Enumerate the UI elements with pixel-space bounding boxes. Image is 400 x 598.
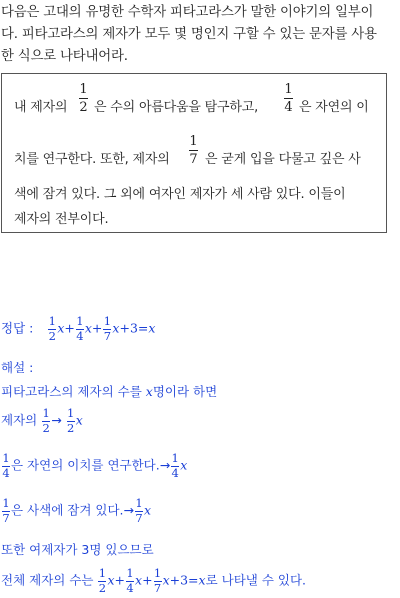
seventh-var: x [143, 502, 152, 518]
box-line4: 제자의 전부이다. [14, 212, 109, 227]
answer-var-2: x [84, 320, 92, 336]
half-frac: $\frac{1}{2}$ [42, 406, 50, 435]
answer-var-4: x [148, 320, 156, 336]
arrow-1: → [51, 412, 62, 428]
intro-line-3: 한 식으로 나타내어라. [1, 49, 128, 64]
seventh-text: 은 사색에 잠겨 있다. [11, 502, 124, 518]
count-text: 피타고라스의 제자의 수를 [1, 384, 142, 399]
seventh-frac-result: $\frac{1}{7}$ [135, 496, 143, 525]
explanation-total-line [1, 568, 306, 594]
answer-frac-quarter: $\frac{1}{4}$ [76, 314, 84, 343]
quarter-frac: $\frac{1}{4}$ [2, 451, 10, 480]
arrow-2: → [159, 457, 171, 473]
quote-box [1, 73, 387, 233]
answer-tail: +3= [119, 320, 149, 336]
total-plus-2: + [142, 572, 153, 588]
box-frac-half: 1 2 [79, 82, 88, 115]
arrow-3: → [123, 502, 134, 518]
explanation-women-line: 또한 여제자가 3명 있으므로 [1, 542, 154, 557]
box-line2-a: 치를 연구한다. 또한, 제자의 [14, 152, 170, 167]
answer-var-1: x [57, 320, 65, 336]
total-tail: 로 나타낼 수 있다. [205, 572, 307, 588]
total-label: 전체 제자의 수는 [1, 572, 94, 588]
intro-line-2: 다. 피타고라스의 제자가 모두 몇 명인지 구할 수 있는 문자를 사용 [1, 27, 377, 42]
total-var-1: x [107, 572, 115, 588]
total-plus-1: + [114, 572, 126, 588]
box-line1-c: 은 자연의 이 [299, 100, 369, 115]
answer-label: 정답 : [1, 320, 34, 336]
box-frac-quarter: 1 4 [284, 82, 293, 115]
total-frac-seventh: $\frac{1}{7}$ [153, 566, 162, 595]
total-var-2: x [135, 572, 143, 588]
answer-frac-seventh: $\frac{1}{7}$ [103, 314, 112, 343]
quarter-text: 은 자연의 이치를 연구한다. [11, 457, 160, 473]
problem-intro [1, 2, 397, 68]
count-tail: 명이라 하면 [152, 384, 218, 399]
intro-line-1: 다음은 고대의 유명한 수학자 피타고라스가 말한 이야기의 일부이 [1, 5, 374, 20]
explanation-quarter-line [1, 453, 187, 479]
half-var: x [75, 412, 83, 428]
total-var-4: x [198, 572, 206, 588]
answer-plus-1: + [64, 320, 75, 336]
quarter-frac-result: $\frac{1}{4}$ [171, 451, 179, 480]
box-line2-b: 은 굳게 입을 다물고 깊은 사 [205, 152, 361, 167]
seventh-frac: $\frac{1}{7}$ [2, 496, 10, 525]
answer-frac-half: $\frac{1}{2}$ [48, 314, 56, 343]
box-line1-b: 은 수의 아름다움을 탐구하고, [94, 100, 259, 115]
disciple-label: 제자의 [1, 412, 38, 428]
total-frac-quarter: $\frac{1}{4}$ [126, 566, 134, 595]
total-eq-tail: +3= [169, 572, 199, 588]
box-frac-seventh: 1 7 [189, 134, 198, 167]
explanation-seventh-line [1, 498, 151, 524]
explanation-half-line [1, 408, 83, 434]
explanation-count-line [1, 382, 217, 400]
box-line3: 색에 잠겨 있다. 그 외에 여자인 제자가 세 사람 있다. 이들이 [14, 187, 346, 202]
count-var: x [145, 384, 153, 399]
quarter-var: x [180, 457, 188, 473]
total-var-3: x [162, 572, 170, 588]
total-frac-half: $\frac{1}{2}$ [98, 566, 107, 595]
explanation-label: 해설 : [1, 360, 34, 375]
answer-plus-2: + [91, 320, 103, 336]
answer-line [1, 316, 155, 342]
answer-var-3: x [112, 320, 120, 336]
box-line1-a: 내 제자의 [14, 100, 68, 115]
half-frac-result: $\frac{1}{2}$ [67, 406, 75, 435]
